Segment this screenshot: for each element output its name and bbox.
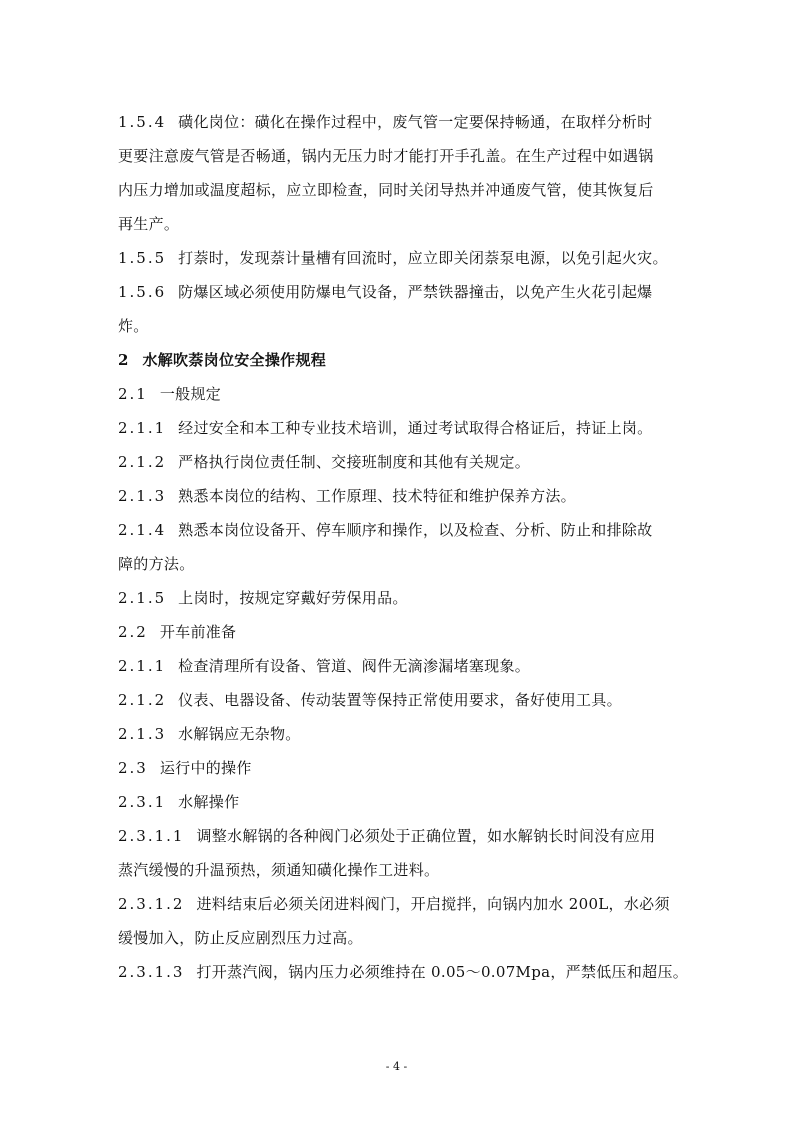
clause-text: 检查清理所有设备、管道、阀件无滴渗漏堵塞现象。 <box>178 657 531 675</box>
text-line <box>118 280 693 314</box>
clause-text: 调整水解锅的各种阀门必须处于正确位置，如水解钠长时间没有应用 <box>196 827 656 845</box>
clause-text: 上岗时，按规定穿戴好劳保用品。 <box>178 589 408 607</box>
text-line <box>118 722 693 756</box>
paragraph <box>118 654 693 688</box>
clause-text: 内压力增加或温度超标，应立即检查，同时关闭导热并冲通废气管，使其恢复后 <box>118 181 654 199</box>
text-line <box>118 654 693 688</box>
text-line <box>118 314 693 348</box>
document-body <box>118 110 693 994</box>
text-line <box>118 824 693 858</box>
text-line <box>118 212 693 246</box>
text-line <box>118 926 693 960</box>
clause-text: 打萘时，发现萘计量槽有回流时，应立即关闭萘泵电源，以免引起火灾。 <box>178 249 668 267</box>
paragraph <box>118 416 693 450</box>
paragraph <box>118 110 693 246</box>
text-line <box>118 450 693 484</box>
clause-number: 2.1.3 <box>118 487 167 505</box>
clause-text: 熟悉本岗位设备开、停车顺序和操作，以及检查、分析、防止和排除故 <box>178 521 653 539</box>
clause-text: 炸。 <box>118 317 149 335</box>
text-line <box>118 416 693 450</box>
clause-text: 再生产。 <box>118 215 180 233</box>
clause-number: 2.1.4 <box>118 521 167 539</box>
clause-number: 2.3 <box>118 759 148 777</box>
paragraph <box>118 824 693 892</box>
page-number: - 4 - <box>385 1060 408 1073</box>
text-line <box>118 960 693 994</box>
clause-text: 熟悉本岗位的结构、工作原理、技术特征和维护保养方法。 <box>178 487 576 505</box>
clause-text: 防爆区域必须使用防爆电气设备，严禁铁器撞击，以免产生火花引起爆 <box>178 283 653 301</box>
clause-number: 2.3.1.3 <box>118 963 185 981</box>
paragraph <box>118 960 693 994</box>
paragraph <box>118 484 693 518</box>
clause-text: 磺化岗位：磺化在操作过程中，废气管一定要保持畅通，在取样分析时 <box>178 113 653 131</box>
paragraph <box>118 620 693 654</box>
text-line <box>118 620 693 654</box>
clause-text: 蒸汽缓慢的升温预热，须通知磺化操作工进料。 <box>118 861 440 879</box>
text-line <box>118 110 693 144</box>
clause-number: 2.1.1 <box>118 419 167 437</box>
paragraph <box>118 450 693 484</box>
text-line <box>118 144 693 178</box>
text-line <box>118 348 693 382</box>
paragraph <box>118 892 693 960</box>
text-line <box>118 790 693 824</box>
paragraph <box>118 518 693 586</box>
clause-text: 开车前准备 <box>159 623 237 641</box>
paragraph <box>118 382 693 416</box>
clause-number: 2.3.1.1 <box>118 827 185 845</box>
paragraph <box>118 722 693 756</box>
clause-number: 2.1.3 <box>118 725 167 743</box>
clause-text: 水解吹萘岗位安全操作规程 <box>142 351 327 369</box>
clause-number: 2.1 <box>118 385 148 403</box>
text-line <box>118 382 693 416</box>
clause-text: 严格执行岗位责任制、交接班制度和其他有关规定。 <box>178 453 531 471</box>
paragraph <box>118 246 693 280</box>
text-line <box>118 552 693 586</box>
clause-text: 一般规定 <box>159 385 222 403</box>
text-line <box>118 756 693 790</box>
clause-text: 运行中的操作 <box>159 759 252 777</box>
paragraph <box>118 688 693 722</box>
clause-text: 更要注意废气管是否畅通，锅内无压力时才能打开手孔盖。在生产过程中如遇锅 <box>118 147 654 165</box>
section-heading <box>118 348 693 382</box>
clause-number: 2 <box>118 351 131 369</box>
text-line <box>118 518 693 552</box>
clause-number: 2.3.1.2 <box>118 895 185 913</box>
text-line <box>118 484 693 518</box>
clause-text: 水解锅应无杂物。 <box>178 725 301 743</box>
clause-number: 1.5.5 <box>118 249 167 267</box>
clause-number: 2.1.2 <box>118 453 167 471</box>
clause-number: 2.3.1 <box>118 793 167 811</box>
clause-text: 仪表、电器设备、传动装置等保持正常使用要求，备好使用工具。 <box>178 691 622 709</box>
text-line <box>118 858 693 892</box>
clause-number: 2.1.2 <box>118 691 167 709</box>
paragraph <box>118 756 693 790</box>
paragraph <box>118 586 693 620</box>
text-line <box>118 178 693 212</box>
clause-number: 1.5.6 <box>118 283 167 301</box>
text-line <box>118 246 693 280</box>
text-line <box>118 892 693 926</box>
clause-text: 经过安全和本工种专业技术培训，通过考试取得合格证后，持证上岗。 <box>178 419 653 437</box>
paragraph <box>118 790 693 824</box>
text-line <box>118 586 693 620</box>
clause-number: 1.5.4 <box>118 113 167 131</box>
paragraph <box>118 280 693 348</box>
clause-text: 进料结束后必须关闭进料阀门，开启搅拌，向锅内加水 200L，水必须 <box>196 895 670 913</box>
clause-number: 2.1.1 <box>118 657 167 675</box>
clause-text: 水解操作 <box>178 793 240 811</box>
clause-text: 缓慢加入，防止反应剧烈压力过高。 <box>118 929 363 947</box>
clause-text: 打开蒸汽阀，锅内压力必须维持在 0.05～0.07Mpa，严禁低压和超压。 <box>196 963 689 981</box>
clause-number: 2.2 <box>118 623 148 641</box>
text-line <box>118 688 693 722</box>
clause-text: 障的方法。 <box>118 555 195 573</box>
clause-number: 2.1.5 <box>118 589 167 607</box>
